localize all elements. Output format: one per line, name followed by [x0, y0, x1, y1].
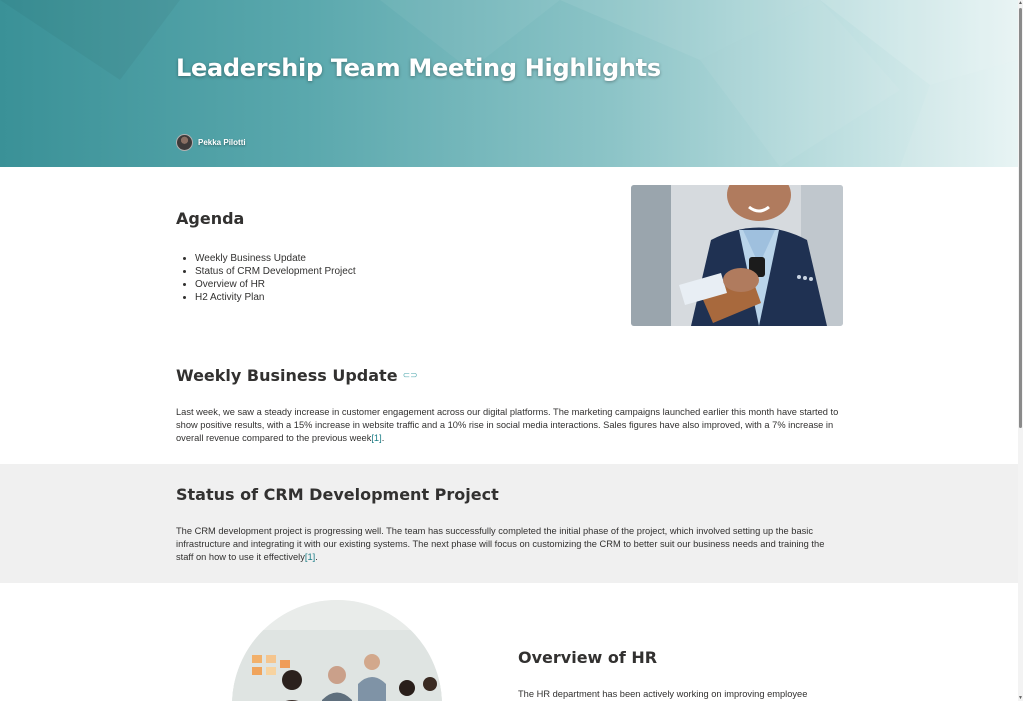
sentence-end: .: [381, 433, 385, 443]
hr-body: The HR department has been actively working on improving employee: [518, 689, 808, 699]
citation-link[interactable]: [1]: [304, 552, 316, 562]
team-meeting-image: [232, 600, 442, 701]
crm-body: The CRM development project is progressing well. The team has successfully completed the initial phase of the project, which involved setting up the basic infrastructure and integrating it with our existing systems. The next phase will focus on customizing the CRM to better suit our business needs and training the staff on how to use it effectively: [176, 526, 825, 562]
banner-pattern: [0, 0, 1018, 167]
author-byline[interactable]: [176, 134, 246, 151]
scroll-down-arrow-icon[interactable]: ▼: [1018, 695, 1023, 701]
hero-banner: [0, 0, 1018, 167]
citation-link[interactable]: [1]: [371, 433, 382, 443]
list-item: • Weekly Business Update: [195, 252, 356, 265]
list-item: • Overview of HR: [195, 278, 356, 291]
vertical-scrollbar[interactable]: [1018, 0, 1023, 701]
businessman-checking-watch-image: [631, 185, 843, 326]
sentence-end: .: [315, 552, 318, 562]
hr-heading: Overview of HR: [518, 648, 658, 667]
author-name[interactable]: Pekka Pilotti: [198, 138, 246, 147]
crm-section-background: [0, 464, 1018, 583]
scroll-thumb[interactable]: [1019, 8, 1022, 428]
crm-heading: Status of CRM Development Project: [176, 485, 499, 504]
agenda-list: [195, 252, 356, 304]
avatar[interactable]: [176, 134, 193, 151]
list-item: • H2 Activity Plan: [195, 291, 356, 304]
weekly-update-heading: [176, 366, 418, 385]
list-item: • Status of CRM Development Project: [195, 265, 356, 278]
page-title: Leadership Team Meeting Highlights: [176, 54, 661, 82]
agenda-heading: Agenda: [176, 209, 245, 228]
weekly-update-title: Weekly Business Update: [176, 366, 398, 385]
crm-text: [176, 525, 844, 564]
link-icon[interactable]: ⊂⊃: [402, 370, 418, 380]
weekly-update-body: Last week, we saw a steady increase in customer engagement across our digital platforms. The marketing campaigns launched earlier this month have started to show positive results, with a 15% increase in website traffic and a 10% rise in social media interactions. Sales figures have also improved, with a 7% increase in overall revenue compared to the previous week: [176, 407, 839, 443]
weekly-update-text: [176, 406, 844, 445]
scroll-up-arrow-icon[interactable]: ▲: [1018, 0, 1023, 6]
